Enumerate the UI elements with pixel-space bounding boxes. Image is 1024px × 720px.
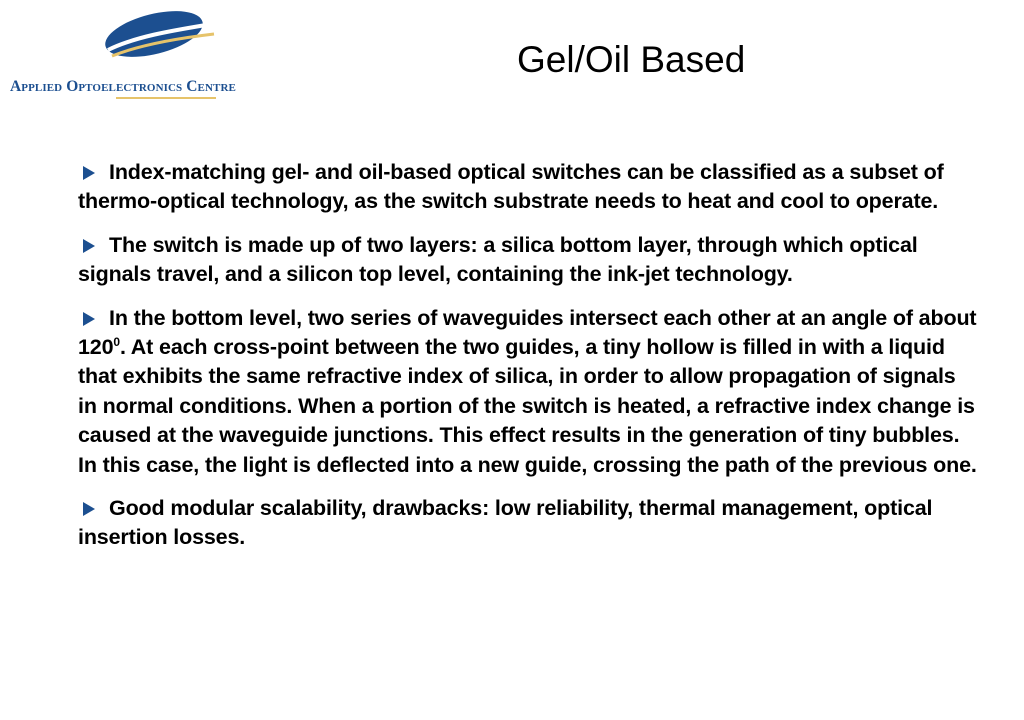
bullet-text: Index-matching gel- and oil-based optical switches can be classified as a subset of thermo-optical technology, as the switch substrate needs to heat and cool to operate. — [78, 160, 944, 214]
bullet-item — [78, 494, 978, 553]
bullet-text: In the bottom level, two series of waveguides intersect each other at an angle of about 120 — [78, 305, 977, 360]
bullet-text: The switch is made up of two layers: a silica bottom layer, through which optical signals travel, and a silicon top level, containing the ink-jet technology. — [78, 232, 918, 287]
organization-logo — [8, 6, 288, 106]
bullet-item — [78, 304, 978, 480]
superscript-degree: 0 — [113, 334, 120, 349]
triangle-right-icon — [83, 166, 95, 180]
bullet-item — [78, 158, 978, 217]
bullet-list — [78, 158, 978, 567]
slide-title: Gel/Oil Based — [517, 39, 746, 80]
triangle-right-icon — [83, 239, 95, 253]
bullet-text-continued: . At each cross-point between the two guides, a tiny hollow is filled in with a liquid that exhibits the same refractive index of silica, in order to allow propagation of signals in normal conditions. When a portion of the switch is heated, a refractive index change is caused at the waveguide junctions. This effect results in the generation of tiny bubbles. In this case, the light is deflected into a new guide, crossing the path of the previous one. — [78, 335, 977, 477]
logo-emblem-icon — [96, 6, 216, 68]
bullet-item — [78, 231, 978, 290]
logo-underline — [116, 97, 216, 99]
triangle-right-icon — [83, 502, 95, 516]
bullet-text: Good modular scalability, drawbacks: low reliability, thermal management, optical insertion losses. — [78, 496, 933, 550]
triangle-right-icon — [83, 312, 95, 326]
organization-name: Applied Optoelectronics Centre — [10, 78, 236, 95]
